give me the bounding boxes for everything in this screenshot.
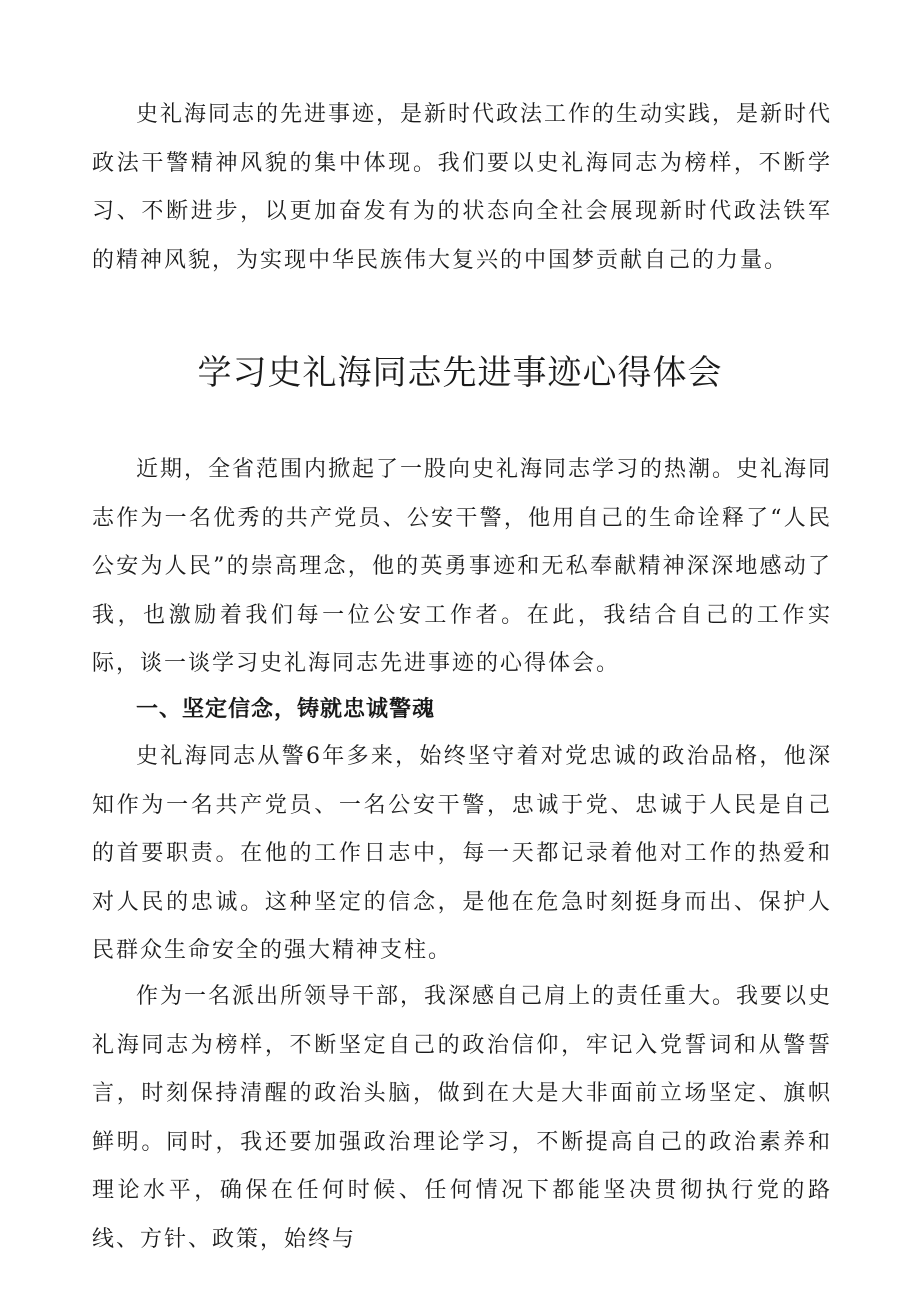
document-title: 学习史礼海同志先进事迹心得体会	[197, 353, 723, 393]
section-heading: 一、坚定信念，铸就忠诚警魂	[136, 697, 436, 722]
opening-paragraph: 近期，全省范围内掀起了一股向史礼海同志学习的热潮。史礼海同志作为一名优秀的共产党员、公安干警，他用自己的生命诠释了“人民公安为人民”的崇高理念，他的英勇事迹和无私奉献精神深深地感动了我，也激励着我们每一位公安工作者。在此，我结合自己的工作实际，谈一谈学习史礼海同志先进事迹的心得体会。	[92, 457, 833, 676]
section-paragraph: 作为一名派出所领导干部，我深感自己肩上的责任重大。我要以史礼海同志为榜样，不断坚定自己的政治信仰，牢记入党誓词和从警誓言，时刻保持清醒的政治头脑，做到在大是大非面前立场坚定、旗帜鲜明。同时，我还要加强政治理论学习，不断提高自己的政治素养和理论水平，确保在任何时候、任何情况下都能坚决贯彻执行党的路线、方针、政策，始终与	[92, 984, 833, 1252]
intro-paragraph: 史礼海同志的先进事迹，是新时代政法工作的生动实践，是新时代政法干警精神风貌的集中体现。我们要以史礼海同志为榜样，不断学习、不断进步，以更加奋发有为的状态向全社会展现新时代政法铁军的精神风貌，为实现中华民族伟大复兴的中国梦贡献自己的力量。	[92, 102, 833, 273]
section-paragraph: 史礼海同志从警6年多来，始终坚守着对党忠诚的政治品格，他深知作为一名共产党员、一名公安干警，忠诚于党、忠诚于人民是自己的首要职责。在他的工作日志中，每一天都记录着他对工作的热爱和对人民的忠诚。这种坚定的信念，是他在危急时刻挺身而出、保护人民群众生命安全的强大精神支柱。	[92, 744, 832, 963]
